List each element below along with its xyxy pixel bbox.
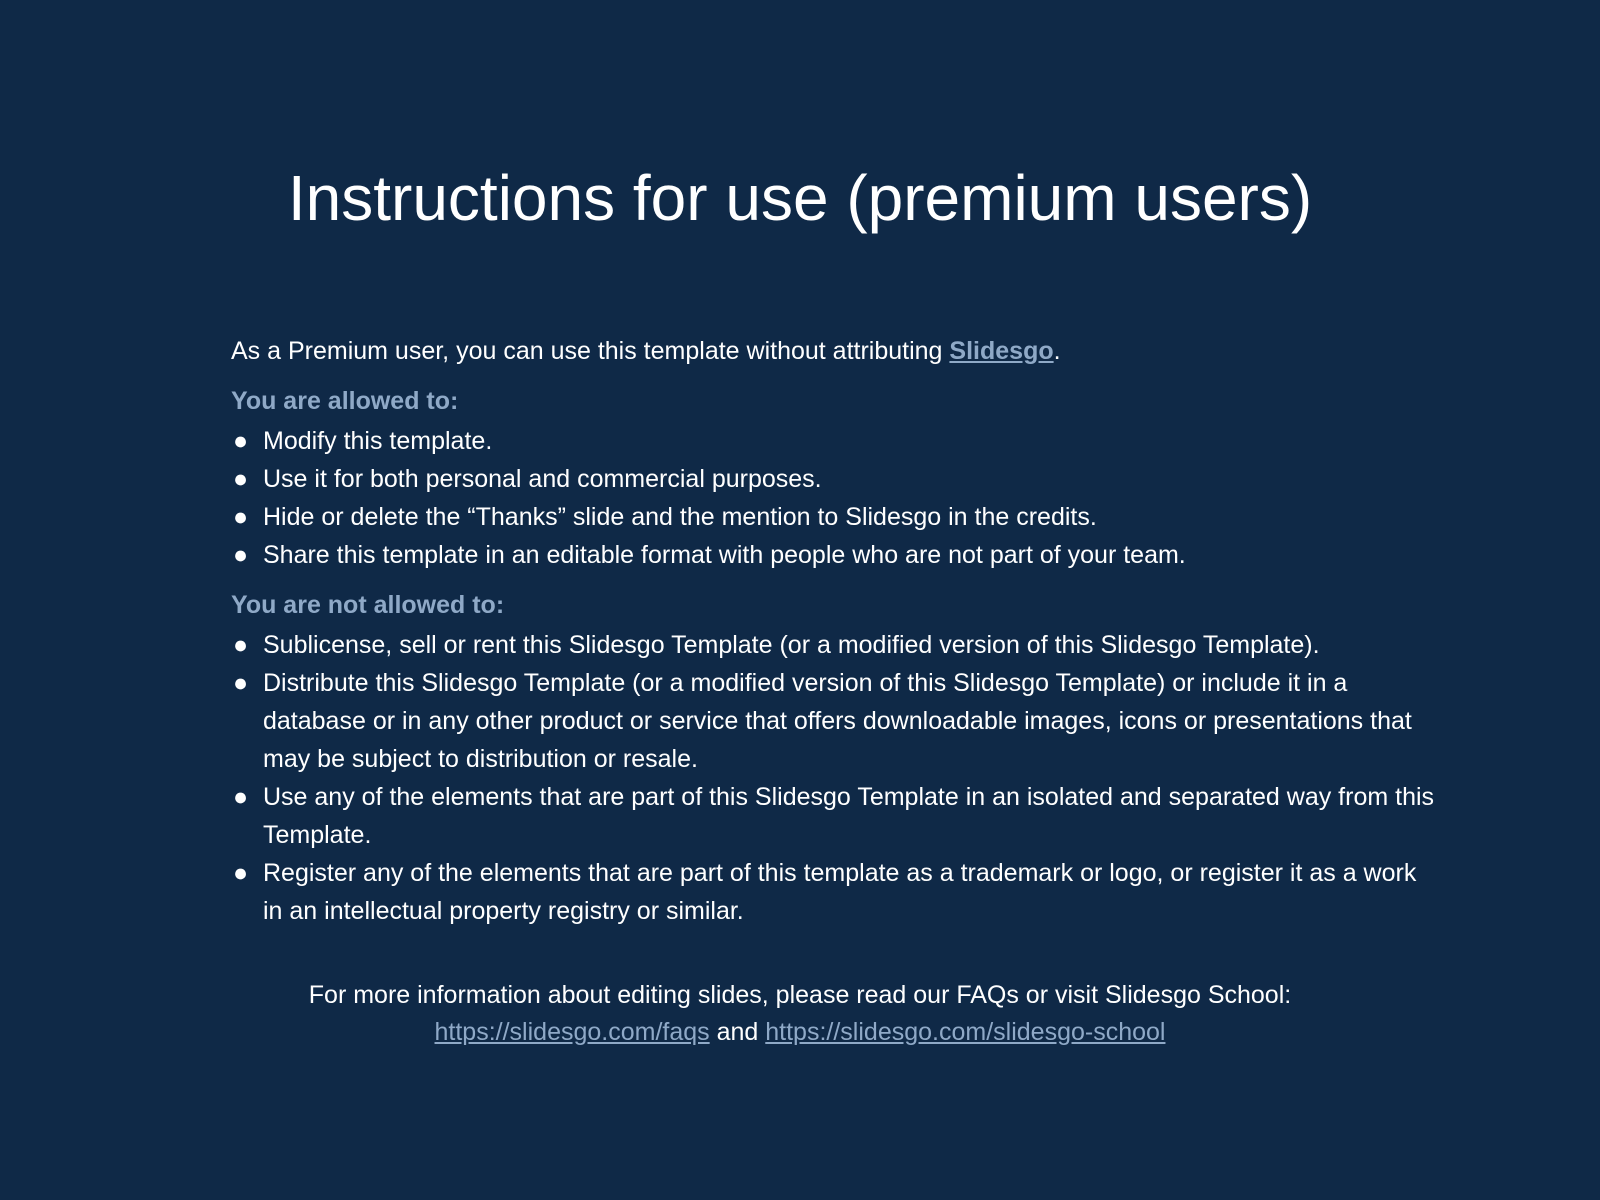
intro-paragraph: [231, 332, 1441, 370]
footer-links: [0, 1014, 1600, 1051]
page-title: Instructions for use (premium users): [287, 162, 1313, 234]
list-item: [231, 422, 1441, 460]
list-item: [231, 536, 1441, 574]
footer: [0, 977, 1600, 1051]
bullet-icon: ●: [233, 669, 249, 697]
list-item: [231, 498, 1441, 536]
list-item-text: Modify this template.: [263, 427, 493, 455]
intro-suffix: .: [1053, 337, 1061, 365]
bullet-icon: ●: [233, 427, 249, 455]
list-item-text: Use it for both personal and commercial purposes.: [263, 465, 822, 493]
footer-text: For more information about editing slides, please read our FAQs or visit Slidesgo School:: [308, 981, 1292, 1009]
faqs-link[interactable]: https://slidesgo.com/faqs: [434, 1018, 710, 1046]
list-item-text: Hide or delete the “Thanks” slide and the mention to Slidesgo in the credits.: [263, 503, 1097, 531]
allowed-heading: You are allowed to:: [231, 387, 459, 415]
slidesgo-school-link[interactable]: https://slidesgo.com/slidesgo-school: [765, 1018, 1166, 1046]
content-body: [231, 332, 1441, 930]
not-allowed-list: [231, 626, 1441, 930]
list-item-text: Sublicense, sell or rent this Slidesgo Template (or a modified version of this Slidesgo Template).: [263, 631, 1320, 659]
intro-text: As a Premium user, you can use this template without attributing: [231, 337, 950, 365]
footer-connector: and: [709, 1018, 766, 1046]
list-item-text: Register any of the elements that are part of this template as a trademark or logo, or register it as a work in an intellectual property registry or similar.: [263, 859, 1417, 925]
allowed-list: [231, 422, 1441, 574]
list-item: [231, 664, 1441, 778]
bullet-icon: ●: [233, 631, 249, 659]
bullet-icon: ●: [233, 503, 249, 531]
list-item: [231, 854, 1441, 930]
list-item: [231, 460, 1441, 498]
list-item: [231, 626, 1441, 664]
bullet-icon: ●: [233, 859, 249, 887]
slidesgo-link[interactable]: Slidesgo: [949, 337, 1054, 365]
list-item: [231, 778, 1441, 854]
not-allowed-heading: You are not allowed to:: [231, 591, 505, 619]
bullet-icon: ●: [233, 541, 249, 569]
list-item-text: Use any of the elements that are part of this Slidesgo Template in an isolated and separated way from this Template.: [263, 783, 1435, 849]
bullet-icon: ●: [233, 783, 249, 811]
list-item-text: Share this template in an editable format with people who are not part of your team.: [263, 541, 1186, 569]
list-item-text: Distribute this Slidesgo Template (or a modified version of this Slidesgo Template) or include it in a database or in any other product or service that offers downloadable images, icons or presentations that may be subject to distribution or resale.: [263, 669, 1412, 773]
bullet-icon: ●: [233, 465, 249, 493]
